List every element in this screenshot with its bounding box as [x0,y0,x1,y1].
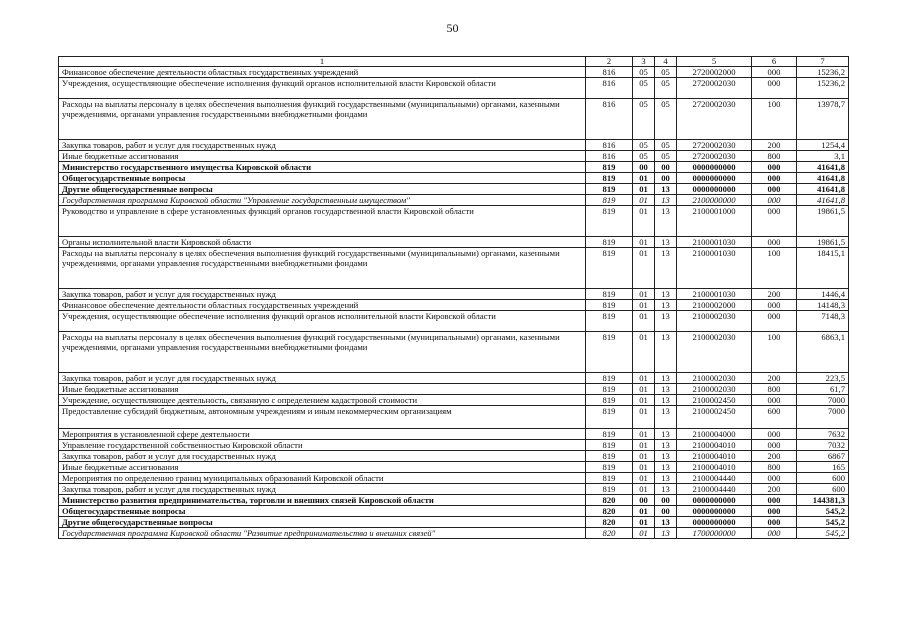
section-cell: 01 [633,429,655,440]
table-row [59,462,849,473]
amount-cell: 19861,5 [797,237,849,248]
table-row [59,429,849,440]
amount-cell: 6863,1 [797,332,849,373]
page-number: 50 [446,21,459,35]
subsection-cell: 05 [655,67,677,78]
admin-code-cell: 819 [586,462,633,473]
table-header-row [59,57,849,67]
expense-type-cell: 000 [752,78,797,99]
section-cell: 01 [633,373,655,384]
subsection-cell: 13 [655,237,677,248]
expense-type-cell: 000 [752,506,797,517]
expense-type-cell: 200 [752,140,797,151]
expense-type-cell: 000 [752,195,797,206]
admin-code-cell: 819 [586,237,633,248]
admin-code-cell: 819 [586,451,633,462]
admin-code-cell: 819 [586,311,633,332]
expense-type-cell: 000 [752,395,797,406]
target-article-cell: 2100004010 [677,440,752,451]
expense-type-cell: 000 [752,184,797,195]
section-cell: 01 [633,451,655,462]
expense-type-cell: 000 [752,440,797,451]
section-cell: 01 [633,406,655,429]
row-name-cell: Расходы на выплаты персоналу в целях обеспечения выполнения функций государственными (муниципальными) органами, казенными учреждениями, органами управления государственными внебюджетными фондами [59,99,586,140]
table-row [59,151,849,162]
section-cell: 01 [633,173,655,184]
table-row [59,140,849,151]
subsection-cell: 05 [655,151,677,162]
section-cell: 01 [633,248,655,289]
row-name-cell: Министерство государственного имущества Кировской области [59,162,586,173]
expense-type-cell: 000 [752,495,797,506]
amount-cell: 7000 [797,395,849,406]
amount-cell: 19861,5 [797,206,849,237]
section-cell: 01 [633,184,655,195]
target-article-cell: 2100002450 [677,406,752,429]
amount-cell: 7032 [797,440,849,451]
amount-cell: 165 [797,462,849,473]
section-cell: 05 [633,67,655,78]
amount-cell: 41641,8 [797,184,849,195]
section-cell: 00 [633,495,655,506]
subsection-cell: 13 [655,206,677,237]
section-cell: 05 [633,151,655,162]
subsection-cell: 13 [655,332,677,373]
expense-type-cell: 600 [752,406,797,429]
target-article-cell: 2720002030 [677,78,752,99]
table-row [59,395,849,406]
subsection-cell: 13 [655,373,677,384]
target-article-cell: 0000000000 [677,173,752,184]
admin-code-cell: 816 [586,78,633,99]
admin-code-cell: 819 [586,406,633,429]
admin-code-cell: 819 [586,440,633,451]
expense-type-cell: 200 [752,451,797,462]
subsection-cell: 13 [655,440,677,451]
amount-cell: 223,5 [797,373,849,384]
amount-cell: 600 [797,473,849,484]
row-name-cell: Закупка товаров, работ и услуг для государственных нужд [59,451,586,462]
subsection-cell: 13 [655,484,677,495]
admin-code-cell: 819 [586,484,633,495]
section-cell: 01 [633,440,655,451]
table-row [59,332,849,373]
amount-cell: 13978,7 [797,99,849,140]
row-name-cell: Органы исполнительной власти Кировской области [59,237,586,248]
budget-table [58,56,849,539]
table-row [59,440,849,451]
admin-code-cell: 819 [586,248,633,289]
section-cell: 01 [633,473,655,484]
amount-cell: 41641,8 [797,173,849,184]
subsection-cell: 13 [655,289,677,300]
subsection-cell: 13 [655,528,677,539]
table-row [59,195,849,206]
expense-type-cell: 000 [752,473,797,484]
admin-code-cell: 819 [586,162,633,173]
row-name-cell: Государственная программа Кировской области "Управление государственным имуществом" [59,195,586,206]
section-cell: 05 [633,78,655,99]
expense-type-cell: 800 [752,151,797,162]
row-name-cell: Руководство и управление в сфере установленных функций органов государственной власти Кировской области [59,206,586,237]
section-cell: 01 [633,289,655,300]
table-row [59,517,849,528]
row-name-cell: Общегосударственные вопросы [59,506,586,517]
table-row [59,506,849,517]
target-article-cell: 2100001030 [677,237,752,248]
target-article-cell: 2100002030 [677,373,752,384]
amount-cell: 15236,2 [797,67,849,78]
row-name-cell: Другие общегосударственные вопросы [59,184,586,195]
admin-code-cell: 819 [586,395,633,406]
row-name-cell: Расходы на выплаты персоналу в целях обеспечения выполнения функций государственными (муниципальными) органами, казенными учреждениями, органами управления государственными внебюджетными фондами [59,332,586,373]
table-row [59,300,849,311]
target-article-cell: 2720002030 [677,140,752,151]
target-article-cell: 2100001030 [677,289,752,300]
section-cell: 01 [633,506,655,517]
target-article-cell: 2100001000 [677,206,752,237]
admin-code-cell: 819 [586,206,633,237]
section-cell: 01 [633,195,655,206]
target-article-cell: 0000000000 [677,495,752,506]
target-article-cell: 2100002450 [677,395,752,406]
amount-cell: 6867 [797,451,849,462]
target-article-cell: 2720002000 [677,67,752,78]
amount-cell: 545,2 [797,528,849,539]
table-row [59,162,849,173]
section-cell: 05 [633,140,655,151]
section-cell: 01 [633,237,655,248]
subsection-cell: 13 [655,406,677,429]
amount-cell: 15236,2 [797,78,849,99]
table-row [59,248,849,289]
admin-code-cell: 819 [586,384,633,395]
column-header: 7 [797,57,849,67]
row-name-cell: Иные бюджетные ассигнования [59,462,586,473]
row-name-cell: Закупка товаров, работ и услуг для государственных нужд [59,140,586,151]
target-article-cell: 0000000000 [677,506,752,517]
amount-cell: 1446,4 [797,289,849,300]
target-article-cell: 2100004010 [677,451,752,462]
table-row [59,289,849,300]
expense-type-cell: 100 [752,248,797,289]
amount-cell: 545,2 [797,506,849,517]
row-name-cell: Закупка товаров, работ и услуг для государственных нужд [59,484,586,495]
target-article-cell: 2720002030 [677,99,752,140]
admin-code-cell: 819 [586,429,633,440]
expense-type-cell: 000 [752,311,797,332]
expense-type-cell: 200 [752,373,797,384]
column-header: 1 [59,57,586,67]
subsection-cell: 13 [655,462,677,473]
table-row [59,184,849,195]
row-name-cell: Иные бюджетные ассигнования [59,384,586,395]
row-name-cell: Закупка товаров, работ и услуг для государственных нужд [59,373,586,384]
expense-type-cell: 000 [752,517,797,528]
column-header: 4 [655,57,677,67]
subsection-cell: 13 [655,311,677,332]
table-row [59,406,849,429]
target-article-cell: 2100000000 [677,195,752,206]
table-row [59,373,849,384]
amount-cell: 7632 [797,429,849,440]
section-cell: 00 [633,162,655,173]
subsection-cell: 05 [655,140,677,151]
admin-code-cell: 819 [586,195,633,206]
expense-type-cell: 000 [752,237,797,248]
expense-type-cell: 800 [752,462,797,473]
column-header: 3 [633,57,655,67]
expense-type-cell: 200 [752,289,797,300]
target-article-cell: 0000000000 [677,162,752,173]
table-row [59,99,849,140]
section-cell: 01 [633,332,655,373]
subsection-cell: 13 [655,384,677,395]
table-row [59,206,849,237]
expense-type-cell: 000 [752,300,797,311]
row-name-cell: Управление государственной собственностью Кировской области [59,440,586,451]
row-name-cell: Общегосударственные вопросы [59,173,586,184]
row-name-cell: Мероприятия в установленной сфере деятельности [59,429,586,440]
section-cell: 01 [633,484,655,495]
amount-cell: 14148,3 [797,300,849,311]
target-article-cell: 2100002030 [677,332,752,373]
admin-code-cell: 819 [586,332,633,373]
admin-code-cell: 820 [586,528,633,539]
amount-cell: 18415,1 [797,248,849,289]
admin-code-cell: 816 [586,99,633,140]
amount-cell: 7148,3 [797,311,849,332]
subsection-cell: 05 [655,78,677,99]
subsection-cell: 05 [655,99,677,140]
expense-type-cell: 000 [752,162,797,173]
expense-type-cell: 000 [752,67,797,78]
amount-cell: 545,2 [797,517,849,528]
expense-type-cell: 100 [752,99,797,140]
row-name-cell: Предоставление субсидий бюджетным, автономным учреждениям и иным некоммерческим организациям [59,406,586,429]
subsection-cell: 13 [655,195,677,206]
row-name-cell: Другие общегосударственные вопросы [59,517,586,528]
row-name-cell: Расходы на выплаты персоналу в целях обеспечения выполнения функций государственными (муниципальными) органами, казенными учреждениями, органами управления государственными внебюджетными фондами [59,248,586,289]
admin-code-cell: 819 [586,184,633,195]
amount-cell: 41641,8 [797,162,849,173]
subsection-cell: 13 [655,184,677,195]
section-cell: 01 [633,517,655,528]
row-name-cell: Мероприятия по определению границ муниципальных образований Кировской области [59,473,586,484]
amount-cell: 1254,4 [797,140,849,151]
subsection-cell: 13 [655,395,677,406]
target-article-cell: 2100001030 [677,248,752,289]
column-header: 5 [677,57,752,67]
expense-type-cell: 000 [752,528,797,539]
admin-code-cell: 820 [586,495,633,506]
subsection-cell: 13 [655,429,677,440]
admin-code-cell: 816 [586,140,633,151]
table-row [59,451,849,462]
target-article-cell: 2100004000 [677,429,752,440]
subsection-cell: 00 [655,173,677,184]
admin-code-cell: 819 [586,173,633,184]
section-cell: 01 [633,300,655,311]
table-row [59,67,849,78]
row-name-cell: Учреждения, осуществляющие обеспечение исполнения функций органов исполнительной власти Кировской области [59,78,586,99]
subsection-cell: 13 [655,473,677,484]
expense-type-cell: 000 [752,206,797,237]
target-article-cell: 2100004440 [677,473,752,484]
section-cell: 01 [633,206,655,237]
row-name-cell: Государственная программа Кировской области "Развитие предпринимательства и внешних связей" [59,528,586,539]
subsection-cell: 13 [655,451,677,462]
expense-type-cell: 100 [752,332,797,373]
admin-code-cell: 819 [586,473,633,484]
table-row [59,78,849,99]
subsection-cell: 00 [655,495,677,506]
section-cell: 01 [633,462,655,473]
row-name-cell: Финансовое обеспечение деятельности областных государственных учреждений [59,300,586,311]
table-row [59,311,849,332]
subsection-cell: 00 [655,162,677,173]
section-cell: 01 [633,311,655,332]
admin-code-cell: 819 [586,289,633,300]
table-body [59,67,849,539]
target-article-cell: 2100004440 [677,484,752,495]
subsection-cell: 13 [655,300,677,311]
expense-type-cell: 000 [752,173,797,184]
table-row [59,473,849,484]
row-name-cell: Закупка товаров, работ и услуг для государственных нужд [59,289,586,300]
table-row [59,495,849,506]
target-article-cell: 2100002030 [677,384,752,395]
section-cell: 01 [633,395,655,406]
target-article-cell: 0000000000 [677,517,752,528]
amount-cell: 3,1 [797,151,849,162]
row-name-cell: Министерство развития предпринимательства, торговли и внешних связей Кировской области [59,495,586,506]
table-row [59,237,849,248]
expense-type-cell: 800 [752,384,797,395]
target-article-cell: 2100004010 [677,462,752,473]
table-row [59,173,849,184]
target-article-cell: 2720002030 [677,151,752,162]
column-header: 2 [586,57,633,67]
expense-type-cell: 000 [752,429,797,440]
admin-code-cell: 819 [586,300,633,311]
admin-code-cell: 816 [586,67,633,78]
expense-type-cell: 200 [752,484,797,495]
section-cell: 01 [633,528,655,539]
amount-cell: 600 [797,484,849,495]
subsection-cell: 13 [655,517,677,528]
admin-code-cell: 820 [586,517,633,528]
table-row [59,528,849,539]
section-cell: 05 [633,99,655,140]
subsection-cell: 13 [655,248,677,289]
row-name-cell: Учреждения, осуществляющие обеспечение исполнения функций органов исполнительной власти Кировской области [59,311,586,332]
subsection-cell: 00 [655,506,677,517]
table-row [59,384,849,395]
amount-cell: 41641,8 [797,195,849,206]
amount-cell: 7000 [797,406,849,429]
row-name-cell: Иные бюджетные ассигнования [59,151,586,162]
admin-code-cell: 816 [586,151,633,162]
amount-cell: 144381,3 [797,495,849,506]
target-article-cell: 1700000000 [677,528,752,539]
row-name-cell: Финансовое обеспечение деятельности областных государственных учреждений [59,67,586,78]
admin-code-cell: 819 [586,373,633,384]
amount-cell: 61,7 [797,384,849,395]
column-header: 6 [752,57,797,67]
target-article-cell: 2100002030 [677,311,752,332]
target-article-cell: 2100002000 [677,300,752,311]
table-row [59,484,849,495]
target-article-cell: 0000000000 [677,184,752,195]
admin-code-cell: 820 [586,506,633,517]
section-cell: 01 [633,384,655,395]
row-name-cell: Учреждение, осуществляющее деятельность, связанную с определением кадастровой стоимости [59,395,586,406]
